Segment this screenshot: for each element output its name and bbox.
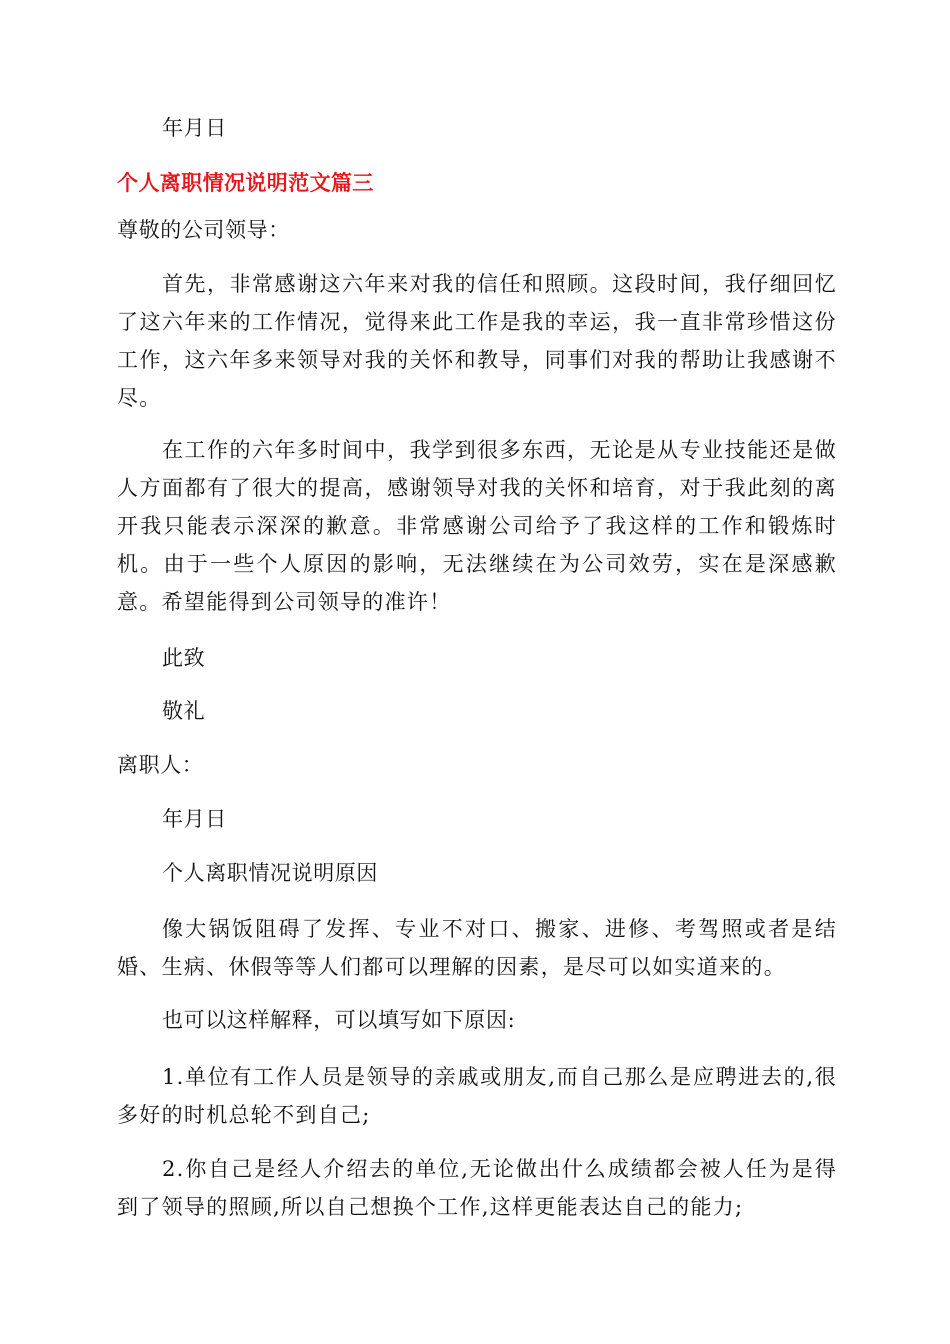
reason-item-2: 2.你自己是经人介绍去的单位,无论做出什么成绩都会被人任为是得到了领导的照顾,所以自己想换个工作,这样更能表达自己的能力; xyxy=(117,1157,837,1219)
salutation: 尊敬的公司领导： xyxy=(117,218,290,242)
reason-item-1: 1.单位有工作人员是领导的亲戚或朋友,而自己那么是应聘进去的,很多好的时机总轮不到自己; xyxy=(117,1065,837,1127)
closing-line-1: 此致 xyxy=(162,646,206,670)
explain-line: 也可以这样解释，可以填写如下原因: xyxy=(162,1008,516,1032)
closing-line-2: 敬礼 xyxy=(162,699,206,723)
body-paragraph-1: 首先，非常感谢这六年来对我的信任和照顾。这段时间，我仔细回忆了这六年来的工作情况，觉得来此工作是我的幸运，我一直非常珍惜这份工作，这六年多来领导对我的关怀和教导，同事们对我的帮助让我感谢不尽。 xyxy=(117,272,837,410)
body-paragraph-2: 在工作的六年多时间中，我学到很多东西，无论是从专业技能还是做人方面都有了很大的提高，感谢领导对我的关怀和培育，对于我此刻的离开我只能表示深深的歉意。非常感谢公司给予了我这样的工作和锻炼时机。由于一些个人原因的影响，无法继续在为公司效劳，实在是深感歉意。希望能得到公司领导的准许！ xyxy=(117,438,837,614)
signer-label: 离职人： xyxy=(117,753,204,777)
section-heading: 个人离职情况说明范文篇三 xyxy=(117,171,374,195)
subtitle: 个人离职情况说明原因 xyxy=(162,861,378,885)
date-line: 年月日 xyxy=(162,116,227,140)
reasons-intro-paragraph: 像大锅饭阻碍了发挥、专业不对口、搬家、进修、考驾照或者是结婚、生病、休假等等人们都可以理解的因素，是尽可以如实道来的。 xyxy=(117,917,837,979)
date-line-bottom: 年月日 xyxy=(162,807,227,831)
